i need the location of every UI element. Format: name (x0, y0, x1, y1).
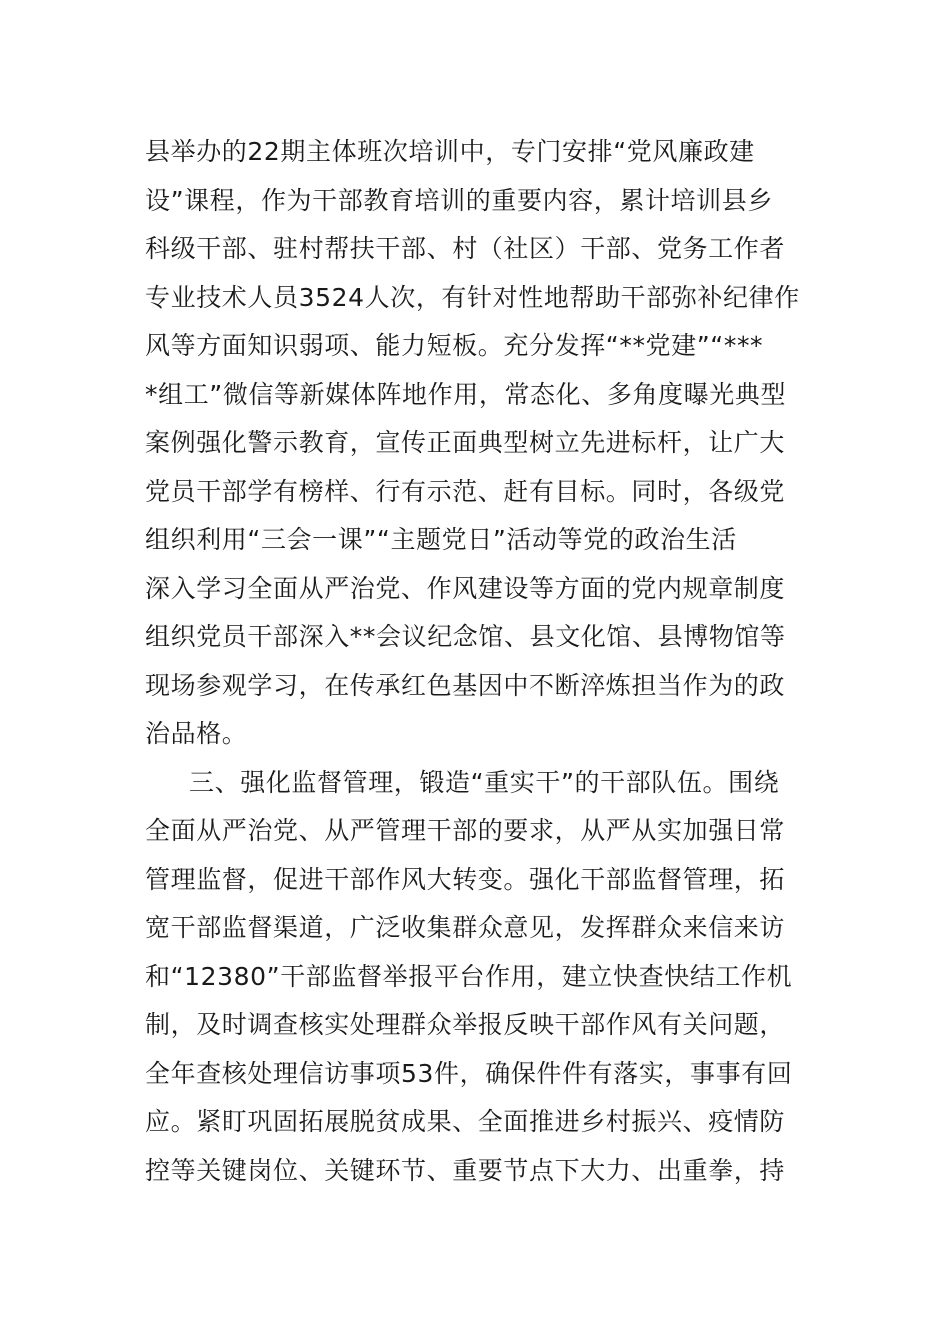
text-line: 宽干部监督渠道，广泛收集群众意见，发挥群众来信来访 (145, 913, 786, 942)
text-line: 管理监督，促进干部作风大转变。强化干部监督管理，拓 (145, 864, 786, 894)
text-line: 现场参观学习，在传承红色基因中不断淬炼担当作为的政 (145, 670, 786, 700)
text-line: 专业技术人员3524人次，有针对性地帮助干部弥补纪律作 (145, 282, 800, 312)
text-line: 组织党员干部深入**会议纪念馆、县文化馆、县博物馆等 (145, 622, 786, 651)
text-line: 设”课程，作为干部教育培训的重要内容，累计培训县乡 (145, 185, 773, 215)
text-line: 应。紧盯巩固拓展脱贫成果、全面推进乡村振兴、疫情防 (145, 1107, 786, 1136)
text-line: *组工”微信等新媒体阵地作用，常态化、多角度曝光典型 (145, 379, 787, 409)
section-heading-line: 三、强化监督管理，锻造“重实干”的干部队伍。围绕 (189, 767, 780, 797)
text-line: 控等关键岗位、关键环节、重要节点下大力、出重拳，持 (145, 1155, 786, 1185)
text-line: 治品格。 (145, 719, 248, 748)
text-line: 风等方面知识弱项、能力短板。充分发挥“**党建”“*** (145, 331, 764, 360)
text-line: 深入学习全面从严治党、作风建设等方面的党内规章制度 (145, 573, 786, 603)
text-line: 和“12380”干部监督举报平台作用，建立快查快结工作机 (145, 961, 793, 991)
text-line: 组织利用“三会一课”“主题党日”活动等党的政治生活 (145, 525, 737, 554)
text-line: 全面从严治党、从严管理干部的要求，从严从实加强日常 (145, 816, 786, 845)
text-line: 全年查核处理信访事项53件，确保件件有落实，事事有回 (145, 1058, 793, 1088)
body-text (145, 128, 825, 1195)
text-line: 科级干部、驻村帮扶干部、村（社区）干部、党务工作者 (145, 234, 786, 263)
text-line: 县举办的22期主体班次培训中，专门安排“党风廉政建 (145, 137, 755, 166)
text-line: 制，及时调查核实处理群众举报反映干部作风有关问题， (145, 1010, 786, 1039)
text-line: 党员干部学有榜样、行有示范、赶有目标。同时，各级党 (145, 476, 786, 506)
text-line: 案例强化警示教育，宣传正面典型树立先进标杆，让广大 (145, 428, 786, 457)
